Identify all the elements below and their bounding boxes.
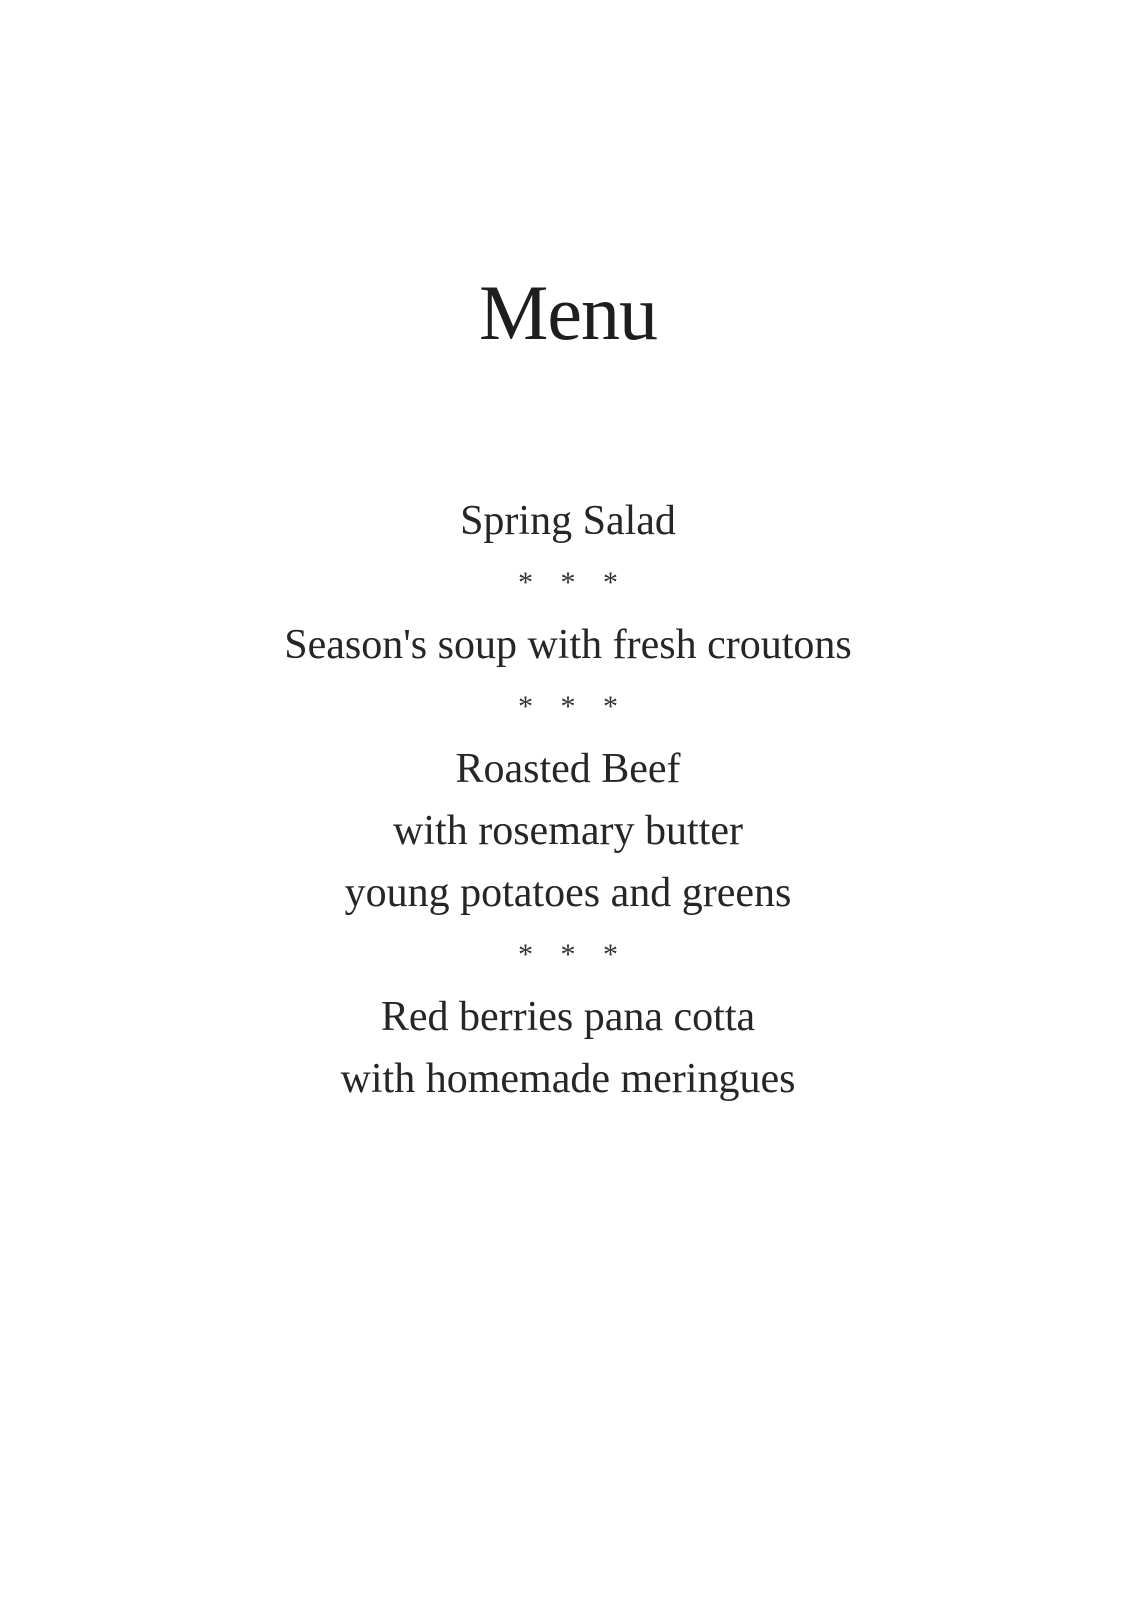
dish-line: Roasted Beef <box>455 746 681 792</box>
course-separator: * * * <box>518 938 628 971</box>
dish-line: Spring Salad <box>460 498 676 544</box>
course-dessert <box>0 986 1136 1110</box>
course-separator: * * * <box>518 566 628 599</box>
course-soup <box>0 614 1136 676</box>
dish-line: Season's soup with fresh croutons <box>284 622 852 668</box>
dish-line: with homemade meringues <box>340 1056 796 1102</box>
menu-list <box>0 490 1136 1110</box>
dish-line: with rosemary butter <box>393 808 743 854</box>
course-main <box>0 738 1136 924</box>
course-salad <box>0 490 1136 552</box>
dish-line: Red berries pana cotta <box>380 994 756 1040</box>
dish-line: young potatoes and greens <box>344 870 792 916</box>
menu-title: Menu <box>479 269 657 356</box>
course-separator: * * * <box>518 690 628 723</box>
